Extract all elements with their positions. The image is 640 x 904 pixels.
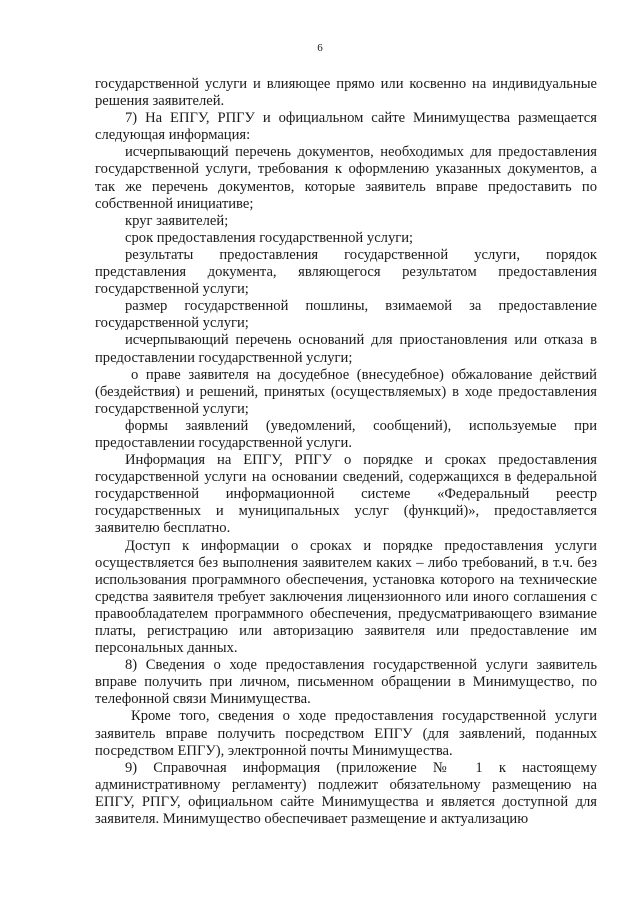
page-number: 6 <box>317 42 323 54</box>
paragraph: Доступ к информации о сроках и порядке предоставления услуги осуществляется без выполнения заявителем каких – либо требований, в т.ч. без использования программного обеспечения, установка которого на технические средства заявителя требует заключения лицензионного или иного соглашения с правообладателем программного обеспечения, предусматривающего взимание платы, регистрацию или авторизацию заявителя или предоставление им персональных данных. <box>95 537 597 657</box>
paragraph: 7) На ЕПГУ, РПГУ и официальном сайте Минимущества размещается следующая информация: <box>95 110 597 144</box>
paragraph: формы заявлений (уведомлений, сообщений), используемые при предоставлении государственной услуги. <box>95 417 597 451</box>
paragraph: размер государственной пошлины, взимаемой за предоставление государственной услуги; <box>95 298 597 332</box>
paragraph: Кроме того, сведения о ходе предоставления государственной услуги заявитель вправе получить посредством ЕПГУ (для заявлений, поданных посредством ЕПГУ), электронной почты Минимущества. <box>95 708 597 759</box>
paragraph: срок предоставления государственной услуги; <box>125 229 414 246</box>
paragraph: государственной услуги и влияющее прямо или косвенно на индивидуальные решения заявителей. <box>95 76 597 110</box>
paragraph: исчерпывающий перечень документов, необходимых для предоставления государственной услуги, требования к оформлению указанных документов, а так же перечень документов, которые заявитель вправе предоставить по собственной инициативе; <box>95 144 597 212</box>
paragraph: 8) Сведения о ходе предоставления государственной услуги заявитель вправе получить при личном, письменном обращении в Минимущество, по телефонной связи Минимущества. <box>95 657 597 708</box>
paragraph: исчерпывающий перечень оснований для приостановления или отказа в предоставлении государственной услуги; <box>95 332 597 366</box>
paragraph: результаты предоставления государственной услуги, порядок представления документа, являющегося результатом предоставления государственной услуги; <box>95 246 597 298</box>
paragraph: о праве заявителя на досудебное (внесудебное) обжалование действий (бездействия) и решений, принятых (осуществляемых) в ходе предоставления государственной услуги; <box>95 366 597 417</box>
paragraph: Информация на ЕПГУ, РПГУ о порядке и сроках предоставления государственной услуги на основании сведений, содержащихся в федеральной государственной информационной системе «Федеральный реестр государственных и муниципальных услуг (функций)», предоставляется заявителю бесплатно. <box>95 452 597 537</box>
paragraph: круг заявителей; <box>125 212 229 229</box>
document-body <box>95 76 597 828</box>
paragraph: 9) Справочная информация (приложение № 1 к настоящему административному регламенту) подлежит обязательному размещению на ЕПГУ, РПГУ, официальном сайте Минимущества и является доступной для заявителя. Минимущество обеспечивает размещение и актуализацию <box>95 759 597 828</box>
